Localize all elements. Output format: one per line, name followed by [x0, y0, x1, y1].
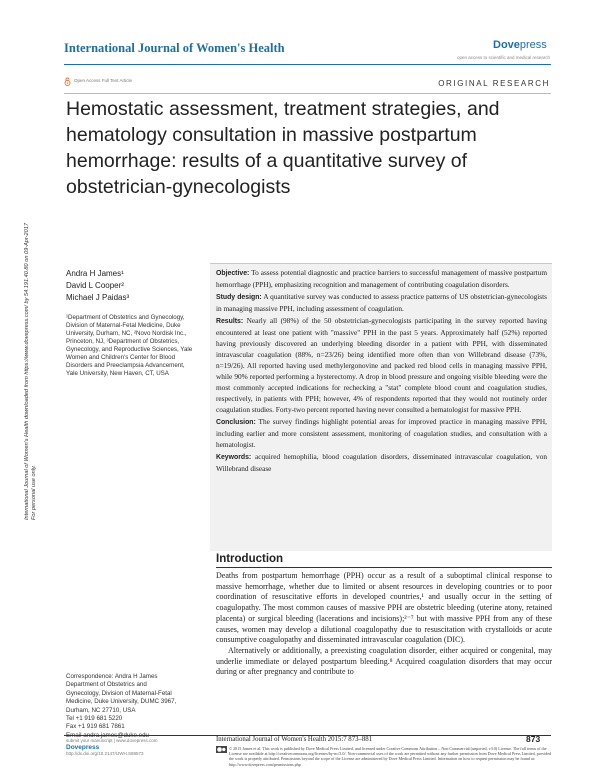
creative-commons-icon: [216, 746, 227, 753]
article-category: ORIGINAL RESEARCH: [438, 79, 550, 88]
section-rule: [216, 567, 552, 568]
abstract: [216, 268, 547, 476]
abstract-label: Objective:: [216, 270, 250, 277]
correspondence: [66, 673, 206, 740]
brand-dove: Dove: [493, 39, 520, 51]
correspondence-line: Correspondence: Andra H James: [66, 673, 158, 680]
journal-name: International Journal of Women's Health: [64, 41, 285, 55]
correspondence-line: Durham, NC 27710, USA: [66, 706, 136, 714]
paragraph: Alternatively or additionally, a preexisting coagulation disorder, either acquired or congenital, may underlie immediate or delayed postpartum bleeding.⁸ Acquired coagulation disorders that may occur during or after pregnancy and contribute to: [216, 645, 552, 677]
correspondence-line: Medicine, Duke University, DUMC 3967,: [66, 698, 177, 706]
abstract-label: Keywords:: [216, 454, 252, 462]
header-rule: [64, 64, 551, 65]
correspondence-line: Gynecology, Division of Maternal-Fetal: [66, 689, 172, 697]
dovepress-logo: [493, 39, 547, 51]
author: Michael J Paidas³: [66, 293, 130, 302]
author: David L Cooper²: [66, 281, 124, 290]
section-heading: Introduction: [216, 553, 284, 565]
correspondence-line: Fax +1 919 681 7861: [66, 723, 125, 731]
license-text: © 2015 James et al. This work is published by Dove Medical Press Limited, and licensed under Creative Commons Attribution – Non Commercial (unported, v3.0) License. The full terms of the License are available at http://creativecommons.org/licenses/by-nc/3.0/. Non-commercial uses of the work are permitted without any further permission from Dove Medical Press Limited, provided the work is properly attributed. Permissions beyond the scope of the License are administered by Dove Medical Press Limited. Information on how to request permission may be found at: http://www.dovepress.com/permissions.php: [229, 746, 552, 767]
abstract-results: Results: Nearly all (98%) of the 50 obstetrician-gynecologists participating in the survey reported having encountered at least one patient with "massive" PPH in the past 5 years. Approximately half (52%) reported having previously discovered an underlying bleeding disorder in a patient with PPH, with disseminated intravascular coagulation (88%, n=23/26) being identified more often than von Willebrand disease (73%, n=19/26). All reported having used methylergonovine and packed red blood cells in managing massive PPH, while 90% reported performing a hysterectomy. A drop in blood pressure and ongoing visible bleeding were the most commonly accepted indications for rechecking a "stat" complete blood count and coagulation studies, respectively, in patients with PPH; however, 4% of respondents reported that they would not routinely order coagulation studies. Forty-two percent reported having never consulted a hematologist for massive PPH.: [216, 316, 547, 414]
author: Andra H James¹: [66, 269, 124, 278]
paragraph: Deaths from postpartum hemorrhage (PPH) occur as a result of a suboptimal clinical response to massive hemorrhage, whether due to limited or absent resources in developing countries or to poor coordination of resuscitative efforts in developed countries,¹ and usually occur in the setting of coagulopathy. The most common causes of massive PPH are obstetric bleeding (uterine atony, retained placenta) or surgical bleeding (lacerations and incisions);²⁻⁷ but with massive PPH from any of these causes, women may develop a dilutional coagulopathy due to resuscitation with crystalloids or acute consumptive coagulopathy and disseminated intravascular coagulation (DIC).: [216, 571, 552, 645]
download-note-line: International Journal of Women's Health downloaded from https://www.dovepress.com/ by 54.191.40.80 on 09-Apr-2017: [24, 223, 30, 520]
footer-dovepress: Dovepress: [66, 743, 100, 751]
intro-body: [216, 571, 552, 678]
access-label: Open Access Full Text Article: [74, 78, 132, 83]
abstract-design: Study design: A quantitative survey was conducted to assess practice patterns of US obstetrician-gynecologists in managing massive PPH, including assessment of coagulation.: [216, 292, 548, 314]
brand-tagline: open access to scientific and medical research: [456, 55, 550, 60]
page-number: 873: [526, 734, 541, 744]
title-rule: [64, 93, 551, 94]
correspondence-line: Department of Obstetrics and: [66, 681, 147, 689]
abstract-label: Conclusion:: [216, 418, 256, 426]
download-note: [24, 140, 38, 520]
journal-reference: International Journal of Women's Health 2015:7 873–881: [216, 736, 373, 743]
abstract-label: Results:: [216, 318, 244, 326]
abstract-conclusion: Conclusion: The survey findings highlight potential areas for improved practice in managing massive PPH, including earlier and more consistent assessment, monitoring of coagulation studies, and consultation with a hematologist.: [216, 416, 547, 449]
abstract-label: Study design:: [216, 294, 262, 302]
correspondence-line: Tel +1 919 681 5220: [66, 715, 123, 723]
footer-left: [66, 738, 206, 758]
brand-press: press: [519, 39, 547, 51]
affiliations: ¹Department of Obstetrics and Gynecology, Division of Maternal-Fetal Medicine, Duke University, Durham, NC, ²Novo Nordisk Inc., Princeton, NJ, ³Department of Obstetrics, Gynecology, and Reproductive Sciences, Yale Women and Children's Center for Blood Disorders and Preeclampsia Advancement, Yale University, New Haven, CT, USA: [66, 314, 193, 377]
author-list: [66, 268, 129, 304]
open-access-icon: [64, 77, 71, 86]
abstract-keywords: Keywords: acquired hemophilia, blood coagulation disorders, disseminated intravascular coagulation, von Willebrand disease: [216, 452, 547, 473]
personal-use-note: For personal use only.: [31, 465, 38, 520]
article-title: Hemostatic assessment, treatment strategies, and hematology consultation in massive postpartum hemorrhage: results of a quantitative survey of obstetrician-gynecologists: [66, 98, 500, 198]
submit-link[interactable]: submit your manuscript | www.dovepress.com: [66, 738, 158, 743]
doi-link[interactable]: http://dx.doi.org/10.2147/IJWH.S89573: [66, 751, 144, 756]
abstract-objective: Objective: To assess potential diagnostic and practice barriers to successful management of massive postpartum hemorrhage (PPH), emphasizing recognition and management of contributing coagulation disorders.: [216, 268, 547, 289]
